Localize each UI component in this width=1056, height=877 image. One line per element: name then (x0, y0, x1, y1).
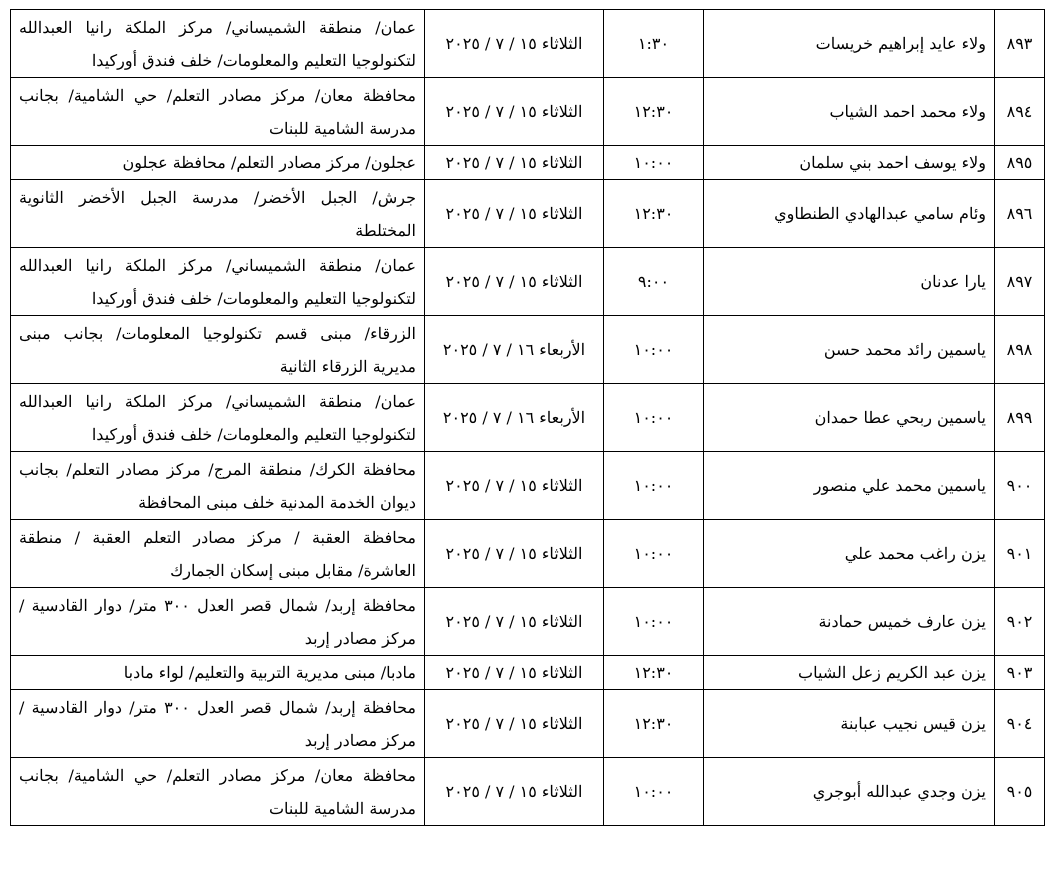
schedule-table (10, 9, 1045, 826)
exam-location: عجلون/ مركز مصادر التعلم/ محافظة عجلون (11, 146, 425, 180)
exam-date: الأربعاء ١٦ / ٧ / ٢٠٢٥ (425, 384, 604, 452)
applicant-name: يزن راغب محمد علي (704, 520, 995, 588)
exam-date: الثلاثاء ١٥ / ٧ / ٢٠٢٥ (425, 690, 604, 758)
exam-location: الزرقاء/ مبنى قسم تكنولوجيا المعلومات/ بجانب مبنى مديرية الزرقاء الثانية (11, 316, 425, 384)
row-number: ٨٩٣ (995, 10, 1045, 78)
exam-time: ١٠:٠٠ (604, 520, 704, 588)
table-row (11, 520, 1045, 588)
exam-date: الثلاثاء ١٥ / ٧ / ٢٠٢٥ (425, 520, 604, 588)
table-row (11, 316, 1045, 384)
applicant-name: ياسمين رائد محمد حسن (704, 316, 995, 384)
applicant-name: يزن عارف خميس حمادنة (704, 588, 995, 656)
exam-date: الثلاثاء ١٥ / ٧ / ٢٠٢٥ (425, 180, 604, 248)
row-number: ٨٩٩ (995, 384, 1045, 452)
applicant-name: يارا عدنان (704, 248, 995, 316)
table-row (11, 452, 1045, 520)
exam-time: ١٠:٠٠ (604, 316, 704, 384)
exam-location: عمان/ منطقة الشميساني/ مركز الملكة رانيا العبدالله لتكنولوجيا التعليم والمعلومات/ خلف فندق أوركيدا (11, 10, 425, 78)
exam-date: الثلاثاء ١٥ / ٧ / ٢٠٢٥ (425, 758, 604, 826)
exam-date: الثلاثاء ١٥ / ٧ / ٢٠٢٥ (425, 146, 604, 180)
exam-location: عمان/ منطقة الشميساني/ مركز الملكة رانيا العبدالله لتكنولوجيا التعليم والمعلومات/ خلف فندق أوركيدا (11, 384, 425, 452)
exam-time: ١٢:٣٠ (604, 78, 704, 146)
exam-time: ١٠:٠٠ (604, 452, 704, 520)
applicant-name: ولاء يوسف احمد بني سلمان (704, 146, 995, 180)
row-number: ٨٩٨ (995, 316, 1045, 384)
row-number: ٩٠٢ (995, 588, 1045, 656)
table-row (11, 10, 1045, 78)
exam-location: عمان/ منطقة الشميساني/ مركز الملكة رانيا العبدالله لتكنولوجيا التعليم والمعلومات/ خلف فندق أوركيدا (11, 248, 425, 316)
table-row (11, 656, 1045, 690)
exam-date: الثلاثاء ١٥ / ٧ / ٢٠٢٥ (425, 656, 604, 690)
exam-date: الأربعاء ١٦ / ٧ / ٢٠٢٥ (425, 316, 604, 384)
exam-location: محافظة الكرك/ منطقة المرج/ مركز مصادر التعلم/ بجانب ديوان الخدمة المدنية خلف مبنى المحافظة (11, 452, 425, 520)
row-number: ٩٠١ (995, 520, 1045, 588)
row-number: ٩٠٠ (995, 452, 1045, 520)
table-row (11, 384, 1045, 452)
applicant-name: ياسمين ربحي عطا حمدان (704, 384, 995, 452)
exam-time: ١٠:٠٠ (604, 588, 704, 656)
exam-date: الثلاثاء ١٥ / ٧ / ٢٠٢٥ (425, 78, 604, 146)
exam-date: الثلاثاء ١٥ / ٧ / ٢٠٢٥ (425, 10, 604, 78)
exam-location: محافظة إربد/ شمال قصر العدل ٣٠٠ متر/ دوار القادسية / مركز مصادر إربد (11, 588, 425, 656)
exam-location: محافظة العقبة / مركز مصادر التعلم العقبة / منطقة العاشرة/ مقابل مبنى إسكان الجمارك (11, 520, 425, 588)
applicant-name: وئام سامي عبدالهادي الطنطاوي (704, 180, 995, 248)
table-row (11, 588, 1045, 656)
table-row (11, 758, 1045, 826)
exam-location: محافظة معان/ مركز مصادر التعلم/ حي الشامية/ بجانب مدرسة الشامية للبنات (11, 758, 425, 826)
applicant-name: ولاء عايد إبراهيم خريسات (704, 10, 995, 78)
row-number: ٩٠٣ (995, 656, 1045, 690)
exam-date: الثلاثاء ١٥ / ٧ / ٢٠٢٥ (425, 248, 604, 316)
exam-location: مادبا/ مبنى مديرية التربية والتعليم/ لواء مادبا (11, 656, 425, 690)
exam-time: ٩:٠٠ (604, 248, 704, 316)
row-number: ٨٩٥ (995, 146, 1045, 180)
exam-time: ١٢:٣٠ (604, 690, 704, 758)
exam-date: الثلاثاء ١٥ / ٧ / ٢٠٢٥ (425, 588, 604, 656)
applicant-name: ولاء محمد احمد الشياب (704, 78, 995, 146)
row-number: ٨٩٤ (995, 78, 1045, 146)
table-row (11, 180, 1045, 248)
exam-time: ١٠:٠٠ (604, 384, 704, 452)
applicant-name: يزن وجدي عبدالله أبوجري (704, 758, 995, 826)
exam-location: محافظة إربد/ شمال قصر العدل ٣٠٠ متر/ دوار القادسية / مركز مصادر إربد (11, 690, 425, 758)
row-number: ٩٠٥ (995, 758, 1045, 826)
applicant-name: يزن قيس نجيب عبابنة (704, 690, 995, 758)
table-row (11, 78, 1045, 146)
exam-time: ١٢:٣٠ (604, 656, 704, 690)
applicant-name: يزن عبد الكريم زعل الشياب (704, 656, 995, 690)
exam-time: ١٠:٠٠ (604, 146, 704, 180)
exam-location: جرش/ الجبل الأخضر/ مدرسة الجبل الأخضر الثانوية المختلطة (11, 180, 425, 248)
table-row (11, 690, 1045, 758)
exam-time: ١٠:٠٠ (604, 758, 704, 826)
applicant-name: ياسمين محمد علي منصور (704, 452, 995, 520)
table-row (11, 146, 1045, 180)
exam-date: الثلاثاء ١٥ / ٧ / ٢٠٢٥ (425, 452, 604, 520)
row-number: ٨٩٦ (995, 180, 1045, 248)
table-row (11, 248, 1045, 316)
row-number: ٩٠٤ (995, 690, 1045, 758)
exam-time: ١:٣٠ (604, 10, 704, 78)
exam-location: محافظة معان/ مركز مصادر التعلم/ حي الشامية/ بجانب مدرسة الشامية للبنات (11, 78, 425, 146)
row-number: ٨٩٧ (995, 248, 1045, 316)
exam-time: ١٢:٣٠ (604, 180, 704, 248)
